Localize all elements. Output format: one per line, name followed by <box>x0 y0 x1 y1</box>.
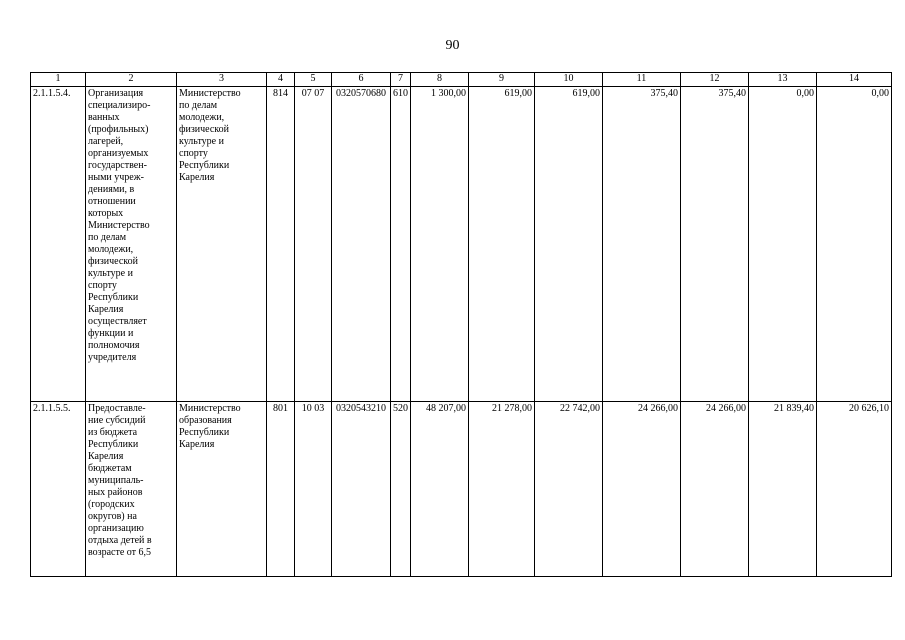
column-header: 6 <box>332 73 391 87</box>
column-header: 8 <box>411 73 469 87</box>
amount-cell: 0,00 <box>817 87 892 402</box>
amount-cell: 21 839,40 <box>749 402 817 577</box>
expense-type-code: 610 <box>391 87 411 402</box>
item-code: 2.1.1.5.5. <box>31 402 86 577</box>
column-header: 3 <box>177 73 267 87</box>
header-row <box>31 73 892 87</box>
amount-cell: 619,00 <box>535 87 603 402</box>
item-code: 2.1.1.5.4. <box>31 87 86 402</box>
gs-code: 814 <box>267 87 295 402</box>
amount-cell: 375,40 <box>681 87 749 402</box>
column-header: 10 <box>535 73 603 87</box>
column-header: 12 <box>681 73 749 87</box>
column-header: 9 <box>469 73 535 87</box>
column-header: 1 <box>31 73 86 87</box>
responsible-ministry: Министерство по делам молодежи, физической культуре и спорту Республики Карелия <box>179 88 241 183</box>
amount-cell: 21 278,00 <box>469 402 535 577</box>
amount-cell: 20 626,10 <box>817 402 892 577</box>
amount-cell: 22 742,00 <box>535 402 603 577</box>
section-code: 10 03 <box>295 402 332 577</box>
target-article-code: 0320570680 <box>332 87 391 402</box>
responsible-ministry: Министерство образования Республики Карелия <box>179 403 241 450</box>
section-code: 07 07 <box>295 87 332 402</box>
target-article-code: 0320543210 <box>332 402 391 577</box>
column-header: 7 <box>391 73 411 87</box>
amount-cell: 48 207,00 <box>411 402 469 577</box>
amount-cell: 0,00 <box>749 87 817 402</box>
page-number: 90 <box>445 38 460 53</box>
table-row <box>31 87 892 402</box>
amount-cell: 24 266,00 <box>603 402 681 577</box>
budget-table <box>30 72 892 577</box>
column-header: 14 <box>817 73 892 87</box>
column-header: 11 <box>603 73 681 87</box>
amount-cell: 375,40 <box>603 87 681 402</box>
item-name: Предоставле- ние субсидий из бюджета Республики Карелия бюджетам муниципаль- ных районов (городских округов) на организацию отдыха детей в возрасте от 6,5 <box>88 403 152 558</box>
amount-cell: 24 266,00 <box>681 402 749 577</box>
expense-type-code: 520 <box>391 402 411 577</box>
column-header: 5 <box>295 73 332 87</box>
gs-code: 801 <box>267 402 295 577</box>
column-header: 13 <box>749 73 817 87</box>
column-header: 4 <box>267 73 295 87</box>
table-row <box>31 402 892 577</box>
amount-cell: 1 300,00 <box>411 87 469 402</box>
amount-cell: 619,00 <box>469 87 535 402</box>
column-header: 2 <box>86 73 177 87</box>
item-name: Организация специализиро- ванных (профильных) лагерей, организуемых государствен- ными учреж- дениями, в отношении которых Министерство по делам молодежи, физической культуре и спорту Республики Карелия осуществляет функции и полномочия учредителя <box>88 88 151 363</box>
